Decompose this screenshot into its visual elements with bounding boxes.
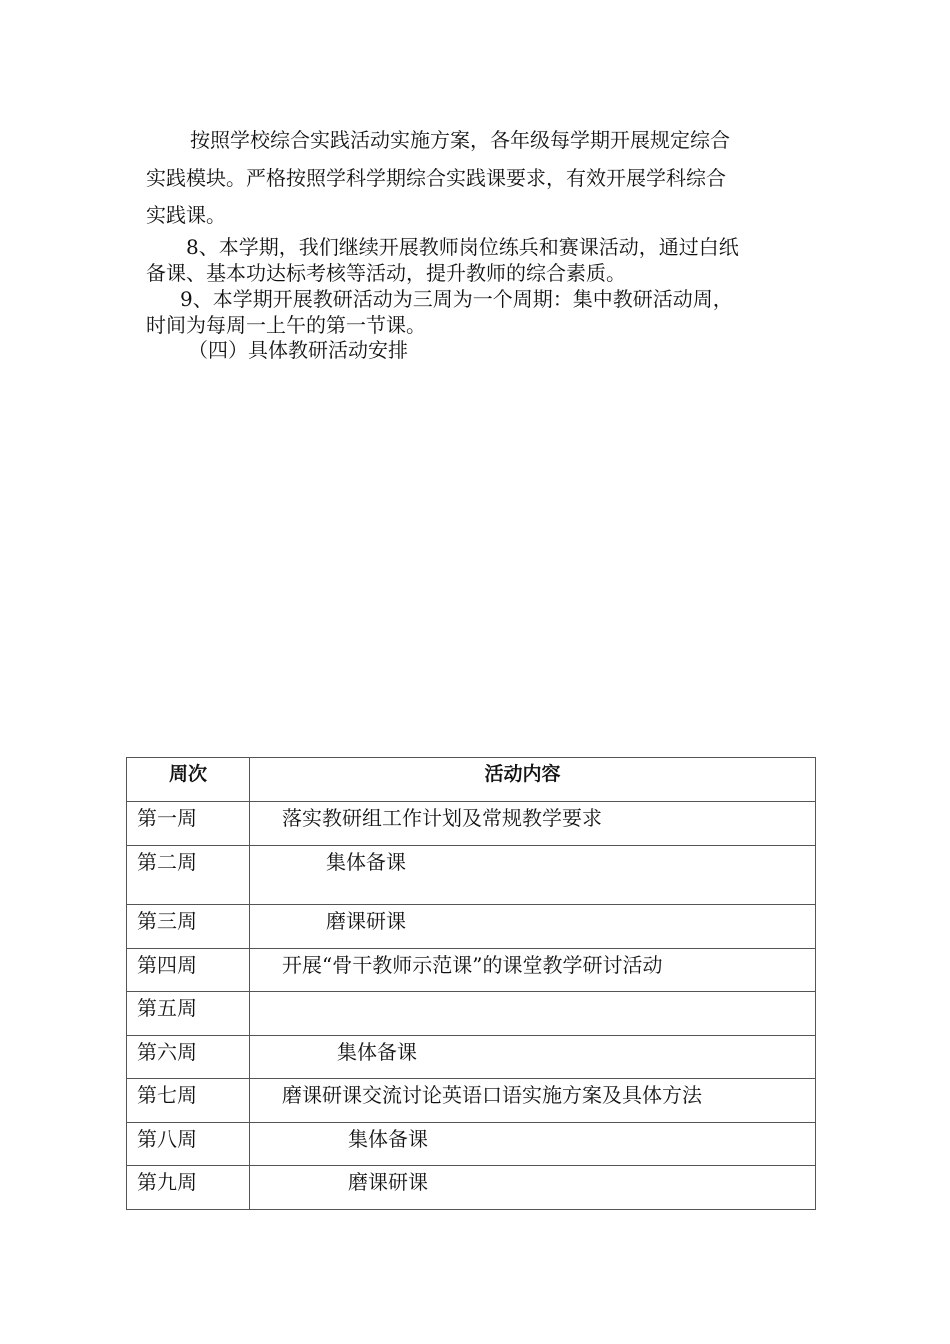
content-cell: 磨课研课交流讨论英语口语实施方案及具体方法 xyxy=(250,1079,816,1123)
week-cell: 第五周 xyxy=(127,992,250,1036)
week-cell: 第一周 xyxy=(127,802,250,846)
table-row xyxy=(127,992,816,1036)
week-cell: 第四周 xyxy=(127,949,250,992)
content-cell: 开展“骨干教师示范课”的课堂教学研讨活动 xyxy=(250,949,816,992)
table-row xyxy=(127,802,816,846)
table-row xyxy=(127,949,816,992)
table-row xyxy=(127,1079,816,1123)
content-cell: 集体备课 xyxy=(250,1123,816,1166)
table-row xyxy=(127,1123,816,1166)
table-row xyxy=(127,846,816,905)
week-cell: 第七周 xyxy=(127,1079,250,1123)
paragraph-practice xyxy=(146,122,806,235)
week-cell: 第九周 xyxy=(127,1166,250,1210)
paragraph-item-8 xyxy=(146,234,806,286)
header-content: 活动内容 xyxy=(250,758,816,802)
content-cell: 集体备课 xyxy=(250,1036,816,1079)
content-cell: 落实教研组工作计划及常规教学要求 xyxy=(250,802,816,846)
content-cell: 集体备课 xyxy=(250,846,816,905)
text-line: 时间为每周一上午的第一节课。 xyxy=(146,313,426,337)
section-heading xyxy=(146,337,806,363)
week-cell: 第八周 xyxy=(127,1123,250,1166)
text-line: 9、本学期开展教研活动为三周为一个周期：集中教研活动周， xyxy=(180,287,733,311)
week-cell: 第六周 xyxy=(127,1036,250,1079)
content-cell: 磨课研课 xyxy=(250,1166,816,1210)
text-line: 实践课。 xyxy=(146,203,226,227)
activity-schedule-table xyxy=(126,757,816,1210)
content-cell: 磨课研课 xyxy=(250,905,816,949)
text-line: （四）具体教研活动安排 xyxy=(188,338,408,362)
table-header-row xyxy=(127,758,816,802)
header-week: 周次 xyxy=(127,758,250,802)
content-cell xyxy=(250,992,816,1036)
text-line: 实践模块。严格按照学科学期综合实践课要求，有效开展学科综合 xyxy=(146,165,726,190)
table-row xyxy=(127,1166,816,1210)
week-cell: 第二周 xyxy=(127,846,250,905)
table-row xyxy=(127,905,816,949)
text-line: 按照学校综合实践活动实施方案，各年级每学期开展规定综合 xyxy=(190,128,730,152)
paragraph-item-9 xyxy=(146,286,806,338)
week-cell: 第三周 xyxy=(127,905,250,949)
text-line: 备课、基本功达标考核等活动，提升教师的综合素质。 xyxy=(146,261,626,285)
text-line: 8、本学期，我们继续开展教师岗位练兵和赛课活动，通过白纸 xyxy=(186,235,739,259)
table-row xyxy=(127,1036,816,1079)
